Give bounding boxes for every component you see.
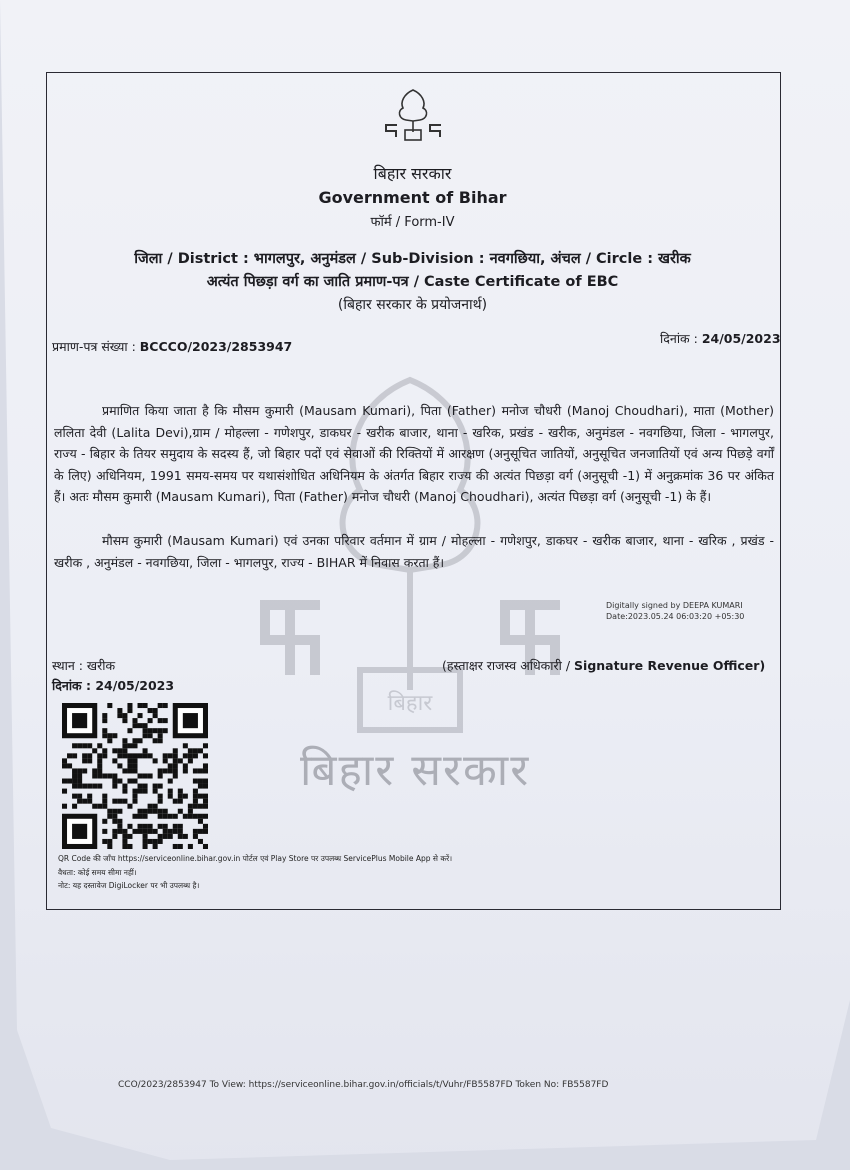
certificate-body-paragraph-1: प्रमाणित किया जाता है कि मौसम कुमारी (Mausam Kumari), पिता (Father) मनोज चौधरी (Manoj Choudhari), माता (Mother) ललिता देवी (Lalita Devi),ग्राम / मोहल्ला - गणेशपुर, डाकघर - खरीक बाजार, थाना - खरिक, प्रखंड - खरीक, अनुमंडल - नवगछिया, जिला - भागलपुर, राज्य - बिहार के तियर समुदाय के सदस्य हैं, जो बिहार पदों एवं सेवाओं की रिक्तियों में आरक्षण (अनुसूचित जातियों, अनुसूचित जनजातियों एवं अन्य पिछड़े वर्गों के लिए) अधिनियम, 1991 समय-समय पर यथासंशोधित अधिनियम के अंतर्गत बिहार राज्य की अत्यंत पिछड़ा वर्ग (अनुसूची -1) में अनुक्रमांक 36 पर अंकित हैं। अतः मौसम कुमारी (Mausam Kumari), पिता (Father) मनोज चौधरी (Manoj Choudhari), अत्यंत पिछड़ा वर्ग (अनुसूची -1) के हैं। <box>54 403 774 504</box>
issue-date-label: दिनांक : <box>660 331 702 346</box>
certificate-number-value: BCCCO/2023/2853947 <box>139 339 293 354</box>
govt-english-title: Government of Bihar <box>318 188 507 207</box>
digilocker-note: नोट: यह दस्तावेज DigiLocker पर भी उपलब्ध है। <box>58 881 200 890</box>
validity-note: वैधता: कोई समय सीमा नहीं। <box>58 868 137 877</box>
form-number: फॉर्म / Form-IV <box>370 215 455 230</box>
signature-officer <box>442 657 765 674</box>
issue-date-value: 24/05/2023 <box>701 331 781 346</box>
district-line: जिला / District : भागलपुर, अनुमंडल / Sub-Division : नवगछिया, अंचल / Circle : खरीक <box>134 251 691 267</box>
digital-signature-signer: Digitally signed by DEEPA KUMARI <box>606 601 743 610</box>
certificate-number-label: प्रमाण-पत्र संख्या : <box>52 339 140 354</box>
digital-signature-block <box>606 600 744 622</box>
bihar-emblem-icon <box>382 86 444 148</box>
signature-officer-hindi: (हस्ताक्षर राजस्व अधिकारी / <box>442 658 575 673</box>
svg-text:बिहार: बिहार <box>387 691 433 716</box>
certificate-title: अत्यंत पिछड़ा वर्ग का जाति प्रमाण-पत्र / Caste Certificate of EBC <box>206 274 619 290</box>
place-date: दिनांक : 24/05/2023 <box>52 678 175 693</box>
certificate-number <box>52 338 292 355</box>
qr-code[interactable] <box>62 703 208 849</box>
purpose-note: (बिहार सरकार के प्रयोजनार्थ) <box>337 297 488 313</box>
watermark-text: बिहार सरकार <box>300 745 531 796</box>
govt-hindi-title: बिहार सरकार <box>373 164 452 183</box>
digital-signature-date: Date:2023.05.24 06:03:20 +05:30 <box>606 612 745 621</box>
place: स्थान : खरीक <box>52 658 116 673</box>
verification-url-line: CCO/2023/2853947 To View: https://serviceonline.bihar.gov.in/officials/t/Vuhr/FB5587FD Token No: FB5587FD <box>118 1080 609 1090</box>
signature-officer-english: Signature Revenue Officer) <box>574 658 766 673</box>
qr-verify-note: QR Code की जाँच https://serviceonline.bihar.gov.in पोर्टल एवं Play Store पर उपलब्ध ServicePlus Mobile App से करें। <box>58 854 453 863</box>
certificate-body-paragraph-2: मौसम कुमारी (Mausam Kumari) एवं उनका परिवार वर्तमान में ग्राम / मोहल्ला - गणेशपुर, डाकघर - खरीक बाजार, थाना - खरिक , प्रखंड - खरीक , अनुमंडल - नवगछिया, जिला - भागलपुर, राज्य - BIHAR में निवास करता हैं। <box>54 533 774 570</box>
issue-date <box>660 330 781 347</box>
